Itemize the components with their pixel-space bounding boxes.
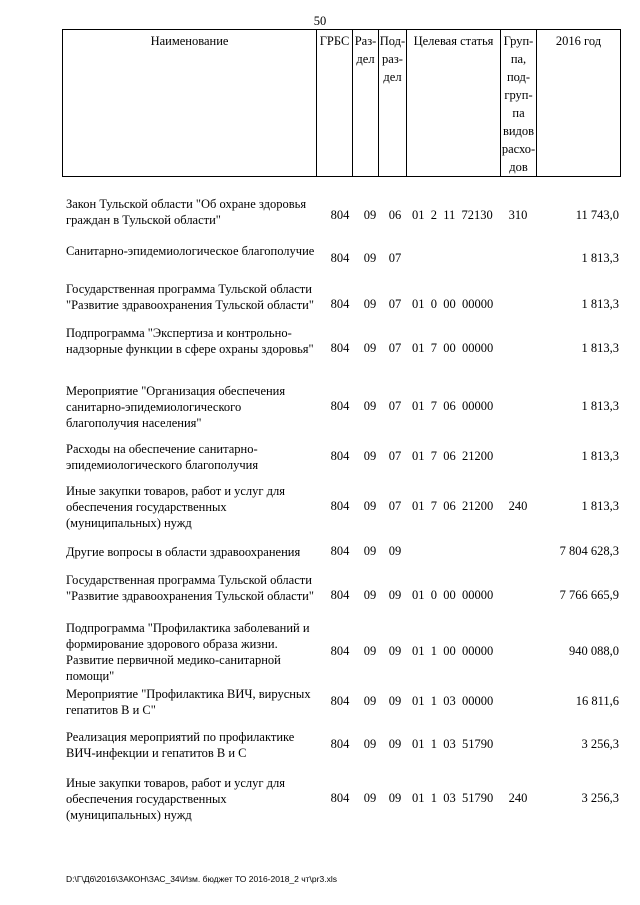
row-grbs: 804 bbox=[330, 297, 350, 311]
row-group: 310 bbox=[508, 208, 528, 222]
row-target: 01 1 03 51790 bbox=[412, 737, 494, 751]
row-podrazdel: 07 bbox=[388, 449, 402, 463]
row-podrazdel: 07 bbox=[388, 499, 402, 513]
row-grbs: 804 bbox=[330, 644, 350, 658]
row-grbs: 804 bbox=[330, 694, 350, 708]
row-amount: 940 088,0 bbox=[569, 644, 619, 658]
row-amount: 1 813,3 bbox=[581, 251, 619, 265]
row-grbs: 804 bbox=[330, 544, 350, 558]
page-number: 50 bbox=[313, 14, 327, 28]
header-target: Целевая статья bbox=[407, 30, 501, 176]
row-target: 01 7 00 00000 bbox=[412, 341, 494, 355]
row-amount: 11 743,0 bbox=[575, 208, 619, 222]
row-name: Закон Тульской области "Об охране здоровья граждан в Тульской области" bbox=[66, 197, 307, 227]
row-grbs: 804 bbox=[330, 251, 350, 265]
row-name: Расходы на обеспечение санитарно-эпидемиологического благополучия bbox=[66, 442, 259, 472]
row-target: 01 7 06 00000 bbox=[412, 399, 494, 413]
table-header bbox=[62, 29, 621, 177]
row-name: Государственная программа Тульской области "Развитие здравоохранения Тульской области" bbox=[66, 282, 314, 312]
row-target: 01 2 11 72130 bbox=[412, 208, 493, 222]
row-podrazdel: 09 bbox=[388, 544, 402, 558]
row-name: Мероприятие "Организация обеспечения санитарно-эпидемиологического благополучия населения" bbox=[66, 384, 286, 430]
row-target: 01 7 06 21200 bbox=[412, 449, 494, 463]
row-name: Другие вопросы в области здравоохранения bbox=[66, 545, 301, 559]
row-target: 01 1 03 00000 bbox=[412, 694, 494, 708]
row-podrazdel: 06 bbox=[388, 208, 402, 222]
row-target: 01 1 03 51790 bbox=[412, 791, 494, 805]
file-path: D:\Г\Д6\2016\ЗАКОН\ЗАС_34\Изм. бюджет ТО 2016-2018_2 чт\pr3.xls bbox=[66, 874, 337, 884]
row-razdel: 09 bbox=[363, 341, 377, 355]
header-name: Наименование bbox=[63, 30, 317, 176]
row-name: Мероприятие "Профилактика ВИЧ, вирусных гепатитов В и С" bbox=[66, 687, 311, 717]
row-razdel: 09 bbox=[363, 588, 377, 602]
row-grbs: 804 bbox=[330, 208, 350, 222]
row-amount: 1 813,3 bbox=[581, 399, 619, 413]
row-razdel: 09 bbox=[363, 694, 377, 708]
header-razdel: Раз- дел bbox=[353, 30, 379, 176]
row-razdel: 09 bbox=[363, 644, 377, 658]
row-podrazdel: 07 bbox=[388, 297, 402, 311]
row-amount: 1 813,3 bbox=[581, 341, 619, 355]
row-podrazdel: 09 bbox=[388, 791, 402, 805]
row-target: 01 0 00 00000 bbox=[412, 588, 494, 602]
row-amount: 3 256,3 bbox=[581, 737, 619, 751]
row-group: 240 bbox=[508, 499, 528, 513]
row-target: 01 1 00 00000 bbox=[412, 644, 494, 658]
row-name: Подпрограмма "Профилактика заболеваний и формирование здорового образа жизни. Развитие первичной медико-санитарной помощи" bbox=[66, 621, 310, 683]
row-target: 01 7 06 21200 bbox=[412, 499, 494, 513]
row-name: Иные закупки товаров, работ и услуг для обеспечения государственных (муниципальных) нужд bbox=[66, 776, 286, 822]
row-podrazdel: 07 bbox=[388, 341, 402, 355]
row-amount: 7 766 665,9 bbox=[559, 588, 619, 602]
header-year: 2016 год bbox=[555, 34, 602, 48]
row-razdel: 09 bbox=[363, 449, 377, 463]
row-podrazdel: 09 bbox=[388, 694, 402, 708]
row-podrazdel: 09 bbox=[388, 737, 402, 751]
row-amount: 3 256,3 bbox=[581, 791, 619, 805]
row-amount: 7 804 628,3 bbox=[559, 544, 619, 558]
row-amount: 1 813,3 bbox=[581, 297, 619, 311]
row-name: Государственная программа Тульской области "Развитие здравоохранения Тульской области" bbox=[66, 573, 314, 603]
row-grbs: 804 bbox=[330, 341, 350, 355]
row-grbs: 804 bbox=[330, 588, 350, 602]
row-razdel: 09 bbox=[363, 791, 377, 805]
row-grbs: 804 bbox=[330, 499, 350, 513]
row-group: 240 bbox=[508, 791, 528, 805]
row-razdel: 09 bbox=[363, 544, 377, 558]
row-podrazdel: 09 bbox=[388, 588, 402, 602]
row-name: Санитарно-эпидемиологическое благополучие bbox=[66, 244, 315, 258]
row-target: 01 0 00 00000 bbox=[412, 297, 494, 311]
row-razdel: 09 bbox=[363, 499, 377, 513]
row-podrazdel: 09 bbox=[388, 644, 402, 658]
row-grbs: 804 bbox=[330, 791, 350, 805]
row-grbs: 804 bbox=[330, 737, 350, 751]
row-grbs: 804 bbox=[330, 449, 350, 463]
row-amount: 1 813,3 bbox=[581, 449, 619, 463]
row-razdel: 09 bbox=[363, 251, 377, 265]
row-razdel: 09 bbox=[363, 399, 377, 413]
header-grbs: ГРБС bbox=[317, 30, 353, 176]
row-razdel: 09 bbox=[363, 208, 377, 222]
row-razdel: 09 bbox=[363, 737, 377, 751]
row-name: Реализация мероприятий по профилактике ВИЧ-инфекции и гепатитов В и С bbox=[66, 730, 295, 760]
row-name: Иные закупки товаров, работ и услуг для обеспечения государственных (муниципальных) нужд bbox=[66, 484, 286, 530]
row-podrazdel: 07 bbox=[388, 251, 402, 265]
row-razdel: 09 bbox=[363, 297, 377, 311]
row-amount: 1 813,3 bbox=[581, 499, 619, 513]
row-name: Подпрограмма "Экспертиза и контрольно-надзорные функции в сфере охраны здоровья" bbox=[66, 326, 314, 356]
row-grbs: 804 bbox=[330, 399, 350, 413]
row-podrazdel: 07 bbox=[388, 399, 402, 413]
header-podrazdel: Под- раз- дел bbox=[379, 30, 407, 176]
row-amount: 16 811,6 bbox=[575, 694, 619, 708]
header-group: Груп- па, под- груп- па видов расхо- дов bbox=[501, 30, 537, 176]
